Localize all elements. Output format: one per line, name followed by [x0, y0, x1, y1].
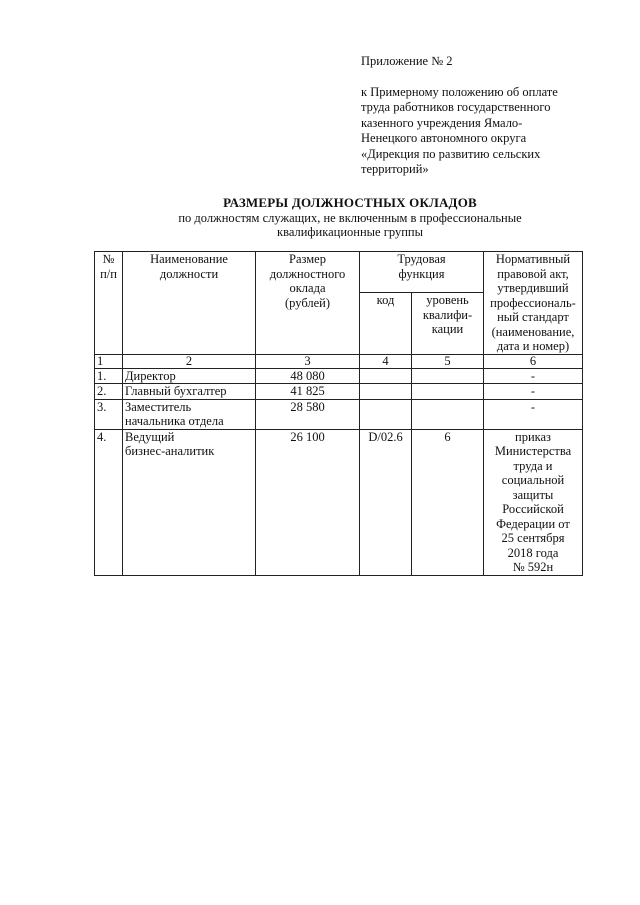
row-number: 2.	[95, 384, 123, 400]
column-number: 2	[123, 354, 256, 368]
position-name: Директор	[123, 368, 256, 384]
salary-value: 48 080	[256, 368, 360, 384]
table-header-row	[95, 252, 583, 293]
legal-act: приказ Министерства труда и социальной защиты Российской Федерации от 25 сентября 2018 года № 592н	[484, 429, 583, 575]
row-number: 1.	[95, 368, 123, 384]
header-code: код	[360, 293, 412, 354]
qualification-level: 6	[412, 429, 484, 575]
position-name: Главный бухгалтер	[123, 384, 256, 400]
legal-act: -	[484, 368, 583, 384]
header-salary: Размер должностного оклада (рублей)	[256, 252, 360, 355]
column-number: 1	[95, 354, 123, 368]
function-code	[360, 399, 412, 429]
qualification-level	[412, 384, 484, 400]
qualification-level	[412, 368, 484, 384]
document-heading	[90, 196, 610, 239]
function-code	[360, 368, 412, 384]
table-row	[95, 399, 583, 429]
appendix-line: «Дирекция по развитию сельских	[361, 146, 541, 161]
header-name: Наименование должности	[123, 252, 256, 355]
appendix-line: к Примерному положению об оплате	[361, 84, 558, 99]
appendix-line: Ненецкого автономного округа	[361, 131, 527, 145]
salary-table	[94, 251, 583, 576]
column-number-row	[95, 354, 583, 368]
appendix-title: Приложение № 2	[361, 54, 453, 68]
table-row	[95, 384, 583, 400]
function-code	[360, 384, 412, 400]
salary-value: 26 100	[256, 429, 360, 575]
salary-value: 41 825	[256, 384, 360, 400]
appendix-line: территорий»	[361, 162, 429, 176]
appendix-line: казенного учреждения Ямало-	[361, 115, 523, 130]
table-row	[95, 429, 583, 575]
column-number: 5	[412, 354, 484, 368]
salary-value: 28 580	[256, 399, 360, 429]
column-number: 4	[360, 354, 412, 368]
function-code: D/02.6	[360, 429, 412, 575]
column-number: 6	[484, 354, 583, 368]
position-name: Ведущий бизнес-аналитик	[123, 429, 256, 575]
column-number: 3	[256, 354, 360, 368]
document-subtitle: по должностям служащих, не включенным в профессиональные	[178, 211, 522, 225]
document-title: РАЗМЕРЫ ДОЛЖНОСТНЫХ ОКЛАДОВ	[223, 195, 477, 210]
row-number: 4.	[95, 429, 123, 575]
legal-act: -	[484, 399, 583, 429]
qualification-level	[412, 399, 484, 429]
header-labor-function: Трудовая функция	[360, 252, 484, 293]
position-name: Заместитель начальника отдела	[123, 399, 256, 429]
table-row	[95, 368, 583, 384]
header-legal-act: Нормативный правовой акт, утвердивший профессиональ- ный стандарт (наименование, дата и номер)	[484, 252, 583, 355]
header-num: № п/п	[95, 252, 123, 355]
appendix-block	[361, 54, 601, 178]
legal-act: -	[484, 384, 583, 400]
document-subtitle: квалификационные группы	[277, 225, 423, 239]
header-level: уровень квалифи- кации	[412, 293, 484, 354]
appendix-line: труда работников государственного	[361, 100, 551, 114]
row-number: 3.	[95, 399, 123, 429]
